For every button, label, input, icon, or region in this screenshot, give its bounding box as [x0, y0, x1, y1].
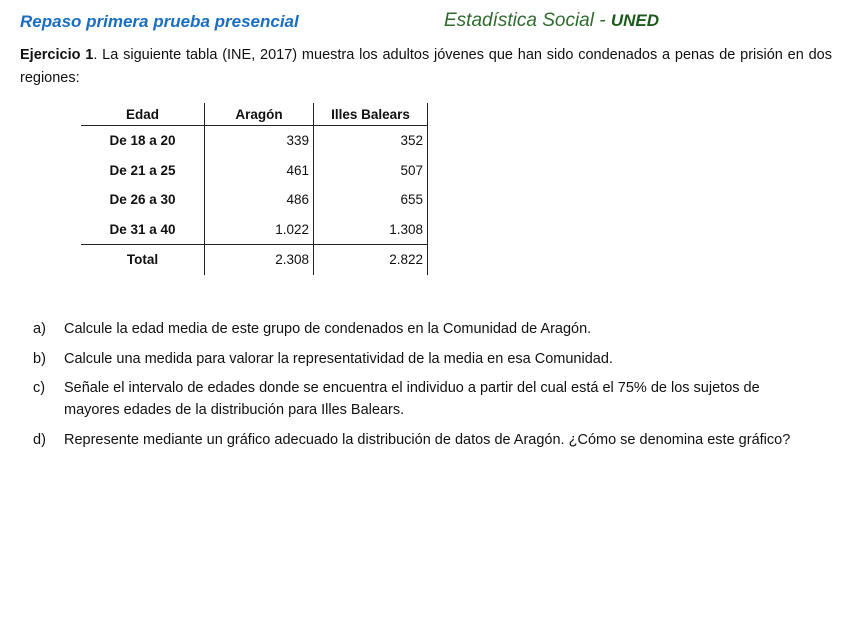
- cell-total-illes-balears: 2.822: [314, 245, 428, 275]
- cell-age: De 26 a 30: [109, 192, 176, 208]
- cell-illes-balears: 655: [314, 185, 428, 215]
- cell-age: De 21 a 25: [109, 162, 176, 178]
- question-label: b): [33, 350, 46, 367]
- cell-age: De 18 a 20: [109, 133, 176, 149]
- cell-aragon: 461: [205, 156, 314, 186]
- course-title: Estadística Social: [444, 10, 594, 31]
- cell-aragon: 486: [205, 185, 314, 215]
- cell-aragon: 339: [205, 126, 314, 156]
- question-item: [33, 348, 793, 370]
- col-header-aragon: Aragón: [205, 103, 314, 126]
- exercise-text: . La siguiente tabla (INE, 2017) muestra los adultos jóvenes que han sido condenados a penas de prisión en dos regiones:: [20, 47, 832, 86]
- cell-total-label: Total: [81, 245, 205, 275]
- exercise-label: Ejercicio 1: [20, 47, 94, 63]
- question-item: [33, 377, 793, 421]
- table-row: [81, 215, 428, 245]
- header-course: [444, 10, 659, 32]
- cell-illes-balears: 352: [314, 126, 428, 156]
- question-text: Calcule la edad media de este grupo de condenados en la Comunidad de Aragón.: [64, 321, 592, 337]
- uned-brand: UNED: [610, 11, 660, 30]
- table-header-row: [81, 103, 428, 126]
- header-separator: -: [599, 10, 606, 31]
- question-item: [33, 429, 793, 451]
- data-table: [81, 103, 428, 275]
- col-header-edad: Edad: [81, 103, 205, 126]
- exercise-intro: [20, 44, 832, 90]
- question-list: [33, 318, 793, 458]
- table-total-row: [81, 245, 428, 275]
- page-header: [20, 10, 830, 34]
- cell-illes-balears: 507: [314, 156, 428, 186]
- question-label: a): [33, 321, 46, 337]
- table-row: [81, 156, 428, 186]
- question-label: c): [33, 380, 46, 396]
- table-row: [81, 185, 428, 215]
- cell-age: De 31 a 40: [109, 221, 176, 237]
- table-row: [81, 126, 428, 156]
- question-text: Represente mediante un gráfico adecuado la distribución de datos de Aragón. ¿Cómo se denomina este gráfico?: [64, 431, 791, 448]
- question-label: d): [33, 431, 46, 448]
- cell-aragon: 1.022: [205, 215, 314, 245]
- question-item: [33, 318, 793, 340]
- question-text: Calcule una medida para valorar la representatividad de la media en esa Comunidad.: [64, 350, 613, 367]
- cell-illes-balears: 1.308: [314, 215, 428, 245]
- cell-total-aragon: 2.308: [205, 245, 314, 275]
- header-title: Repaso primera prueba presencial: [20, 12, 299, 31]
- question-text: Señale el intervalo de edades donde se encuentra el individuo a partir del cual está el 75% de los sujetos de mayores edades de la distribución para Illes Balears.: [64, 380, 760, 418]
- col-header-illes-balears: Illes Balears: [314, 103, 428, 126]
